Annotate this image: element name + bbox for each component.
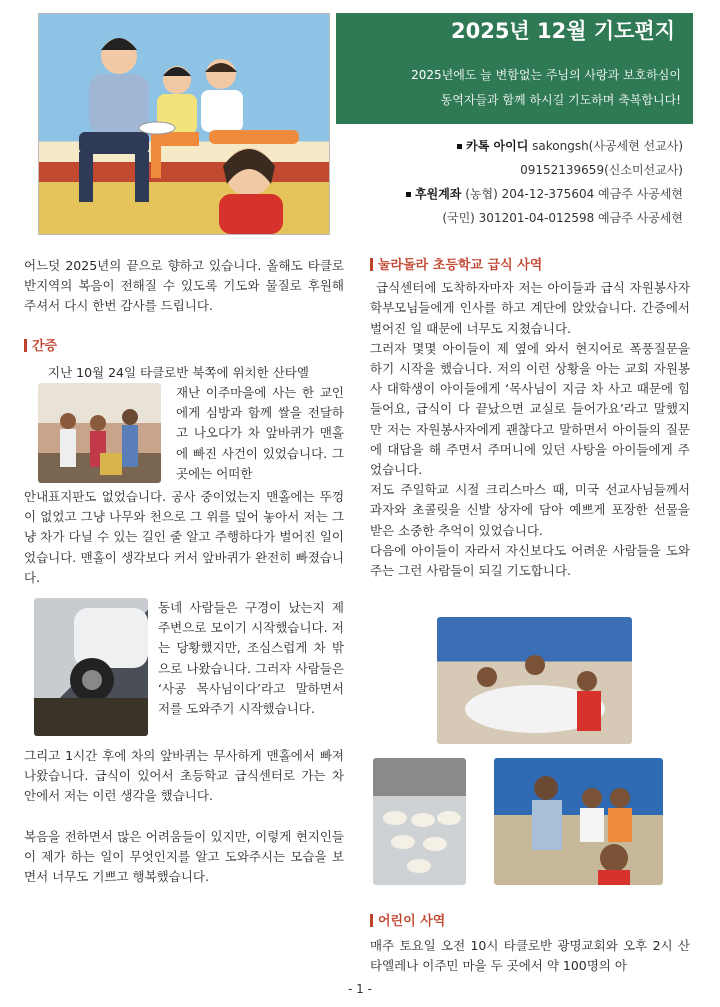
testimony-heading — [24, 337, 344, 357]
bullet-square-icon — [457, 144, 462, 149]
right-column — [370, 256, 690, 581]
pastor-children-photo — [494, 758, 663, 885]
children-ministry — [370, 912, 690, 977]
car-photo — [34, 598, 148, 736]
cartoon-illustration — [38, 13, 330, 235]
testimony-p2-float: 동네 사람들은 구경이 났는지 제 주변으로 모이기 시작했습니다. 저는 당황했지만, 조심스럽게 차 밖으로 나왔습니다. 그러자 사람들은 ‘사공 목사님이다’라고 말하면서 저를 도와주기 시작했습니다. — [158, 600, 344, 717]
title-banner — [336, 13, 693, 124]
table-art — [437, 617, 632, 744]
testimony-p2-rest: 그리고 1시간 후에 차의 앞바퀴는 무사하게 맨홀에서 빠져나왔습니다. 급식이 있어서 초등학교 급식센터로 가는 차 안에서 저는 이런 생각을 했습니다. — [24, 748, 344, 804]
phone-number: 09152139659(신소미선교사) — [520, 163, 683, 177]
kakao-id: sakongsh(사공세현 선교사) — [532, 139, 683, 153]
kakao-label: 카톡 아이디 — [466, 139, 529, 153]
lunch-title: 눌라돌라 초등학교 급식 사역 — [378, 258, 543, 273]
heading-bar-icon — [370, 914, 373, 927]
account-label: 후원계좌 — [415, 187, 462, 201]
visit-photo — [38, 383, 161, 483]
bullet-square-icon — [406, 192, 411, 197]
children-p1: 매주 토요일 오전 10시 타클로반 광명교회와 오후 2시 산타엘레나 이주민 마을 두 곳에서 약 100명의 아 — [370, 938, 690, 974]
account-row — [406, 182, 683, 206]
kakao-row — [406, 134, 683, 158]
car-wheel-art — [34, 598, 148, 736]
lunch-p2: 그러자 몇몇 아이들이 제 옆에 와서 현지어로 폭풍질문을 하기 시작을 했습니다. 저의 이런 상황을 아는 교회 자원봉사 대학생이 아이들에게 ‘목사님이 지금 차 사고 때문에 힘들어요, 급식이 다 끝났으면 교실로 들어가요’라고 말했지만 저는 자원봉사자에게 괜찮다고 말하면서 아이들의 질문에 대답을 해 주면서 주머니에 있던 사탕을 아이들에게 주었습니다. — [370, 340, 690, 478]
letter-title: 2025년 12월 기도편지 — [450, 19, 675, 43]
group-art — [494, 758, 663, 885]
trays-art — [373, 758, 466, 885]
banner-subtitle — [411, 63, 681, 113]
heading-bar-icon — [370, 258, 373, 271]
meal-trays-photo — [373, 758, 466, 885]
testimony-p1-rest: 안내표지판도 없었습니다. 공사 중이었는지 맨홀에는 뚜껑이 없었고 그냥 나무와 천으로 그 위를 덮어 놓아서 저는 그냥 차가 다닐 수 있는 길인 줄 알고 주행하다가 벌어진 일이었습니다. 맨홀이 생각보다 커서 앞바퀴가 완전히 빠졌습니다. — [24, 489, 344, 585]
subtitle-line-2: 동역자들과 함께 하시길 기도하며 축복합니다! — [440, 93, 681, 107]
heading-bar-icon — [24, 339, 27, 352]
people-photo-art — [38, 383, 161, 483]
children-heading — [370, 912, 690, 932]
lunch-p4: 다음에 아이들이 자라서 자신보다도 어려운 사람들을 도와주는 그런 사람들이 되길 기도합니다. — [370, 542, 690, 579]
feeding-table-photo — [437, 617, 632, 744]
page-number: - 1 - — [348, 982, 372, 996]
testimony-p1: 지난 10월 24일 타클로반 북쪽에 위치한 산타엘 — [48, 364, 309, 380]
lunch-p1: 급식센터에 도착하자마자 저는 아이들과 급식 자원봉사자 학부모님들에게 인사를 하고 계단에 앉았습니다. 간증에서 벌어진 일 때문에 너무도 지쳤습니다. — [370, 280, 690, 336]
float-block-1 — [24, 383, 344, 487]
testimony-p1-float: 재난 이주마을에 사는 한 교인에게 심방과 함께 쌀을 전달하고 나오다가 차 앞바퀴가 맨홀에 빠진 사건이 있었습니다. 그곳에는 어떠한 — [176, 385, 344, 481]
contact-info — [406, 134, 683, 230]
intro-paragraph: 어느덧 2025년의 끝으로 향하고 있습니다. 올해도 타클로반지역의 복음이 전해질 수 있도록 기도와 물질로 후원해 주셔서 다시 한번 감사를 드립니다. — [24, 258, 344, 314]
children-title: 어린이 사역 — [378, 914, 446, 929]
subtitle-line-1: 2025년에도 늘 변함없는 주님의 사랑과 보호하심이 — [411, 68, 681, 82]
cartoon-art — [39, 14, 329, 234]
left-column — [24, 256, 344, 887]
lunch-p3: 저도 주일학교 시절 크리스마스 때, 미국 선교사님들께서 과자와 초콜릿을 신발 상자에 담아 예쁘게 포장한 선물을 받은 소중한 추억이 있었습니다. — [370, 482, 690, 538]
testimony-title: 간증 — [32, 338, 58, 354]
float-block-2 — [24, 598, 344, 746]
account-nh: (농협) 204-12-375604 예금주 사공세현 — [465, 187, 683, 201]
account-kb: (국민) 301201-04-012598 예금주 사공세현 — [442, 211, 683, 225]
testimony-p3: 복음을 전하면서 많은 어려움들이 있지만, 이렇게 현지인들이 제가 하는 일이 무엇인지를 알고 도와주시는 모습을 보면서 너무도 기쁘고 행복했습니다. — [24, 828, 344, 885]
lunch-heading — [370, 256, 690, 276]
